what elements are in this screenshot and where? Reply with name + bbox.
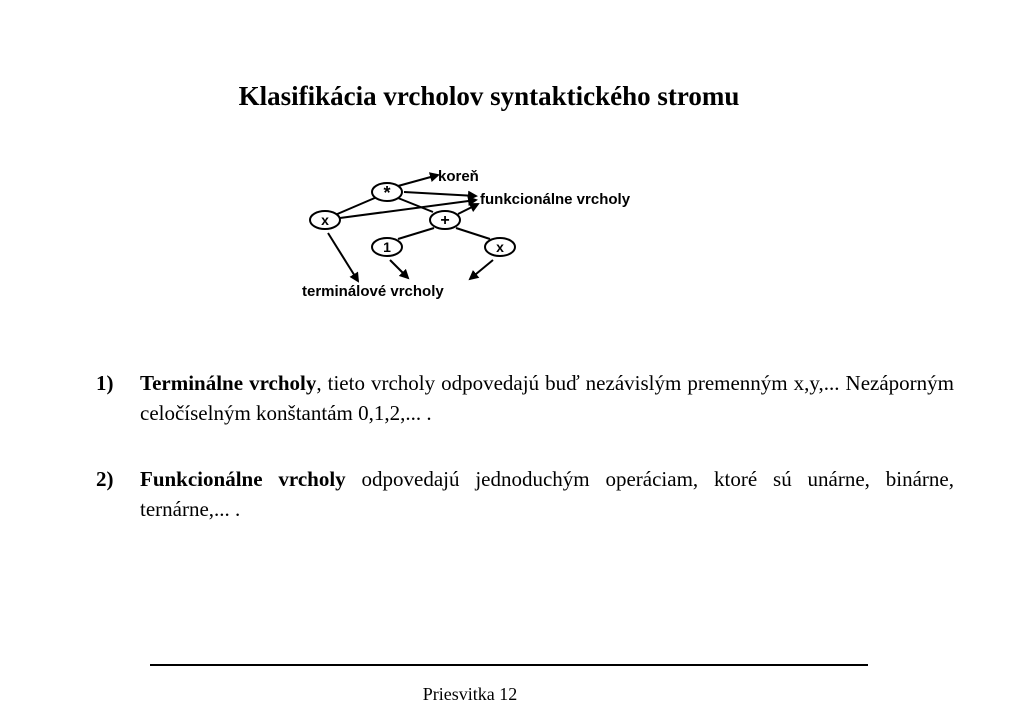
list-number: 1)	[96, 371, 114, 395]
svg-text:*: *	[383, 183, 391, 203]
arrow-one-to-terminal	[390, 260, 408, 278]
term-functional: Funkcionálne vrcholy	[140, 467, 346, 491]
arrow-plus-to-functional	[458, 204, 478, 214]
node-plus	[430, 211, 460, 229]
svg-text:x: x	[496, 239, 504, 255]
slide-number: Priesvitka 12	[422, 684, 518, 704]
definition-list	[96, 368, 954, 560]
edge-plus-x	[456, 228, 490, 239]
footer-divider	[150, 664, 868, 666]
arrow-x-to-terminal	[328, 233, 358, 281]
label-functional: funkcionálne vrcholy	[480, 191, 631, 208]
svg-text:+: +	[440, 212, 450, 229]
list-item-text	[140, 368, 954, 428]
slide-title: Klasifikácia vrcholov syntaktického stromu	[238, 81, 740, 111]
term-terminal: Terminálne vrcholy	[140, 371, 317, 395]
list-number: 2)	[96, 467, 114, 491]
definition-functional: odpovedajú jednoduchým operáciam, ktoré sú unárne, binárne, ternárne,... .	[140, 467, 954, 521]
list-item-functional	[96, 464, 954, 524]
svg-text:1: 1	[383, 239, 391, 255]
arrow-rightx-to-terminal	[470, 260, 493, 279]
label-terminal: terminálové vrcholy	[302, 283, 444, 300]
node-x-left	[310, 211, 340, 229]
list-item-text	[140, 464, 954, 524]
edge-plus-one	[398, 228, 434, 239]
label-root: koreň	[438, 168, 479, 185]
edge-star-x	[335, 197, 377, 215]
node-x-right	[485, 238, 515, 256]
arrow-to-root	[398, 175, 438, 186]
definition-terminal: , tieto vrcholy odpovedajú buď nezávislým premenným x,y,... Nezáporným celočíselným konštantám 0,1,2,... .	[140, 371, 955, 425]
syntax-tree-diagram	[290, 160, 750, 305]
node-one	[372, 238, 402, 256]
node-star	[372, 183, 402, 203]
arrow-star-to-functional	[404, 192, 476, 196]
list-item-terminal	[96, 368, 954, 428]
svg-text:x: x	[321, 212, 329, 228]
